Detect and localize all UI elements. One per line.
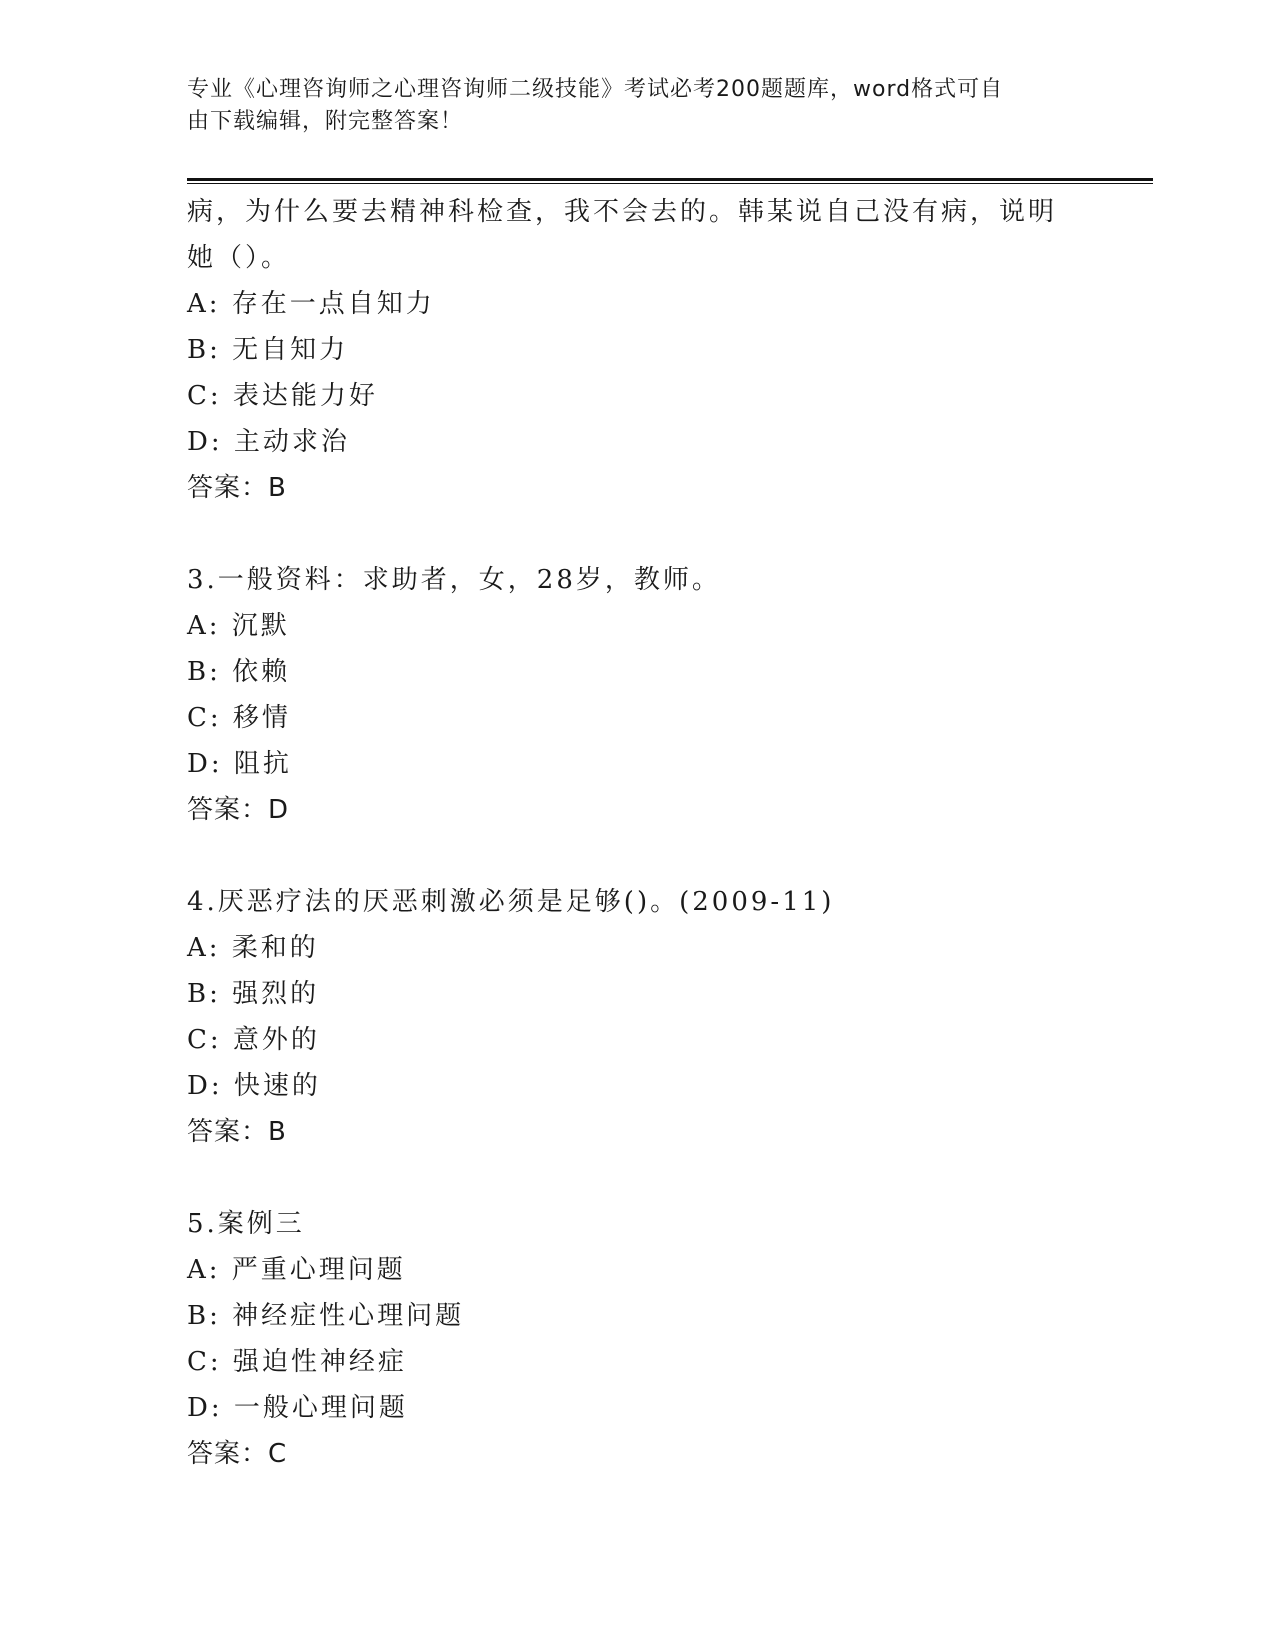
option-a: A: 存在一点自知力 [187,289,435,319]
header-line-1: 专业《心理咨询师之心理咨询师二级技能》考试必考200题题库，word格式可自 [187,77,1004,102]
question-stem: 4.厌恶疗法的厌恶刺激必须是足够()。(2009-11) [187,887,835,917]
option-a: A: 柔和的 [187,933,319,963]
option-c: C: 意外的 [187,1025,320,1055]
spacer [187,1155,1107,1201]
option-c: C: 移情 [187,703,291,733]
question-stem: 病，为什么要去精神科检查，我不会去的。韩某说自己没有病，说明 [187,197,1058,227]
option-a: A: 严重心理问题 [187,1255,406,1285]
question-stem: 3.一般资料：求助者，女，28岁，教师。 [187,565,721,595]
question-3 [187,557,1107,833]
option-d: D: 阻抗 [187,749,292,779]
header-divider-thin [187,183,1153,184]
question-2 [187,189,1107,511]
option-a: A: 沉默 [187,611,290,641]
option-b: B: 依赖 [187,657,291,687]
option-d: D: 一般心理问题 [187,1393,408,1423]
option-c: C: 强迫性神经症 [187,1347,407,1377]
spacer [187,833,1107,879]
answer: 答案：C [187,1439,288,1469]
header-divider-thick [187,178,1153,181]
spacer [187,511,1107,557]
question-5 [187,1201,1107,1477]
answer: 答案：B [187,1117,287,1147]
question-stem: 5.案例三 [187,1209,305,1239]
question-stem-continued: 她（）。 [187,243,291,273]
answer: 答案：D [187,795,290,825]
option-b: B: 无自知力 [187,335,349,365]
question-4 [187,879,1107,1155]
option-c: C: 表达能力好 [187,381,378,411]
document-header [187,74,1087,138]
header-line-2: 由下载编辑，附完整答案！ [187,109,464,134]
option-d: D: 快速的 [187,1071,321,1101]
option-b: B: 强烈的 [187,979,320,1009]
question-list [187,189,1107,1477]
option-d: D: 主动求治 [187,427,350,457]
answer: 答案：B [187,473,287,503]
option-b: B: 神经症性心理问题 [187,1301,465,1331]
